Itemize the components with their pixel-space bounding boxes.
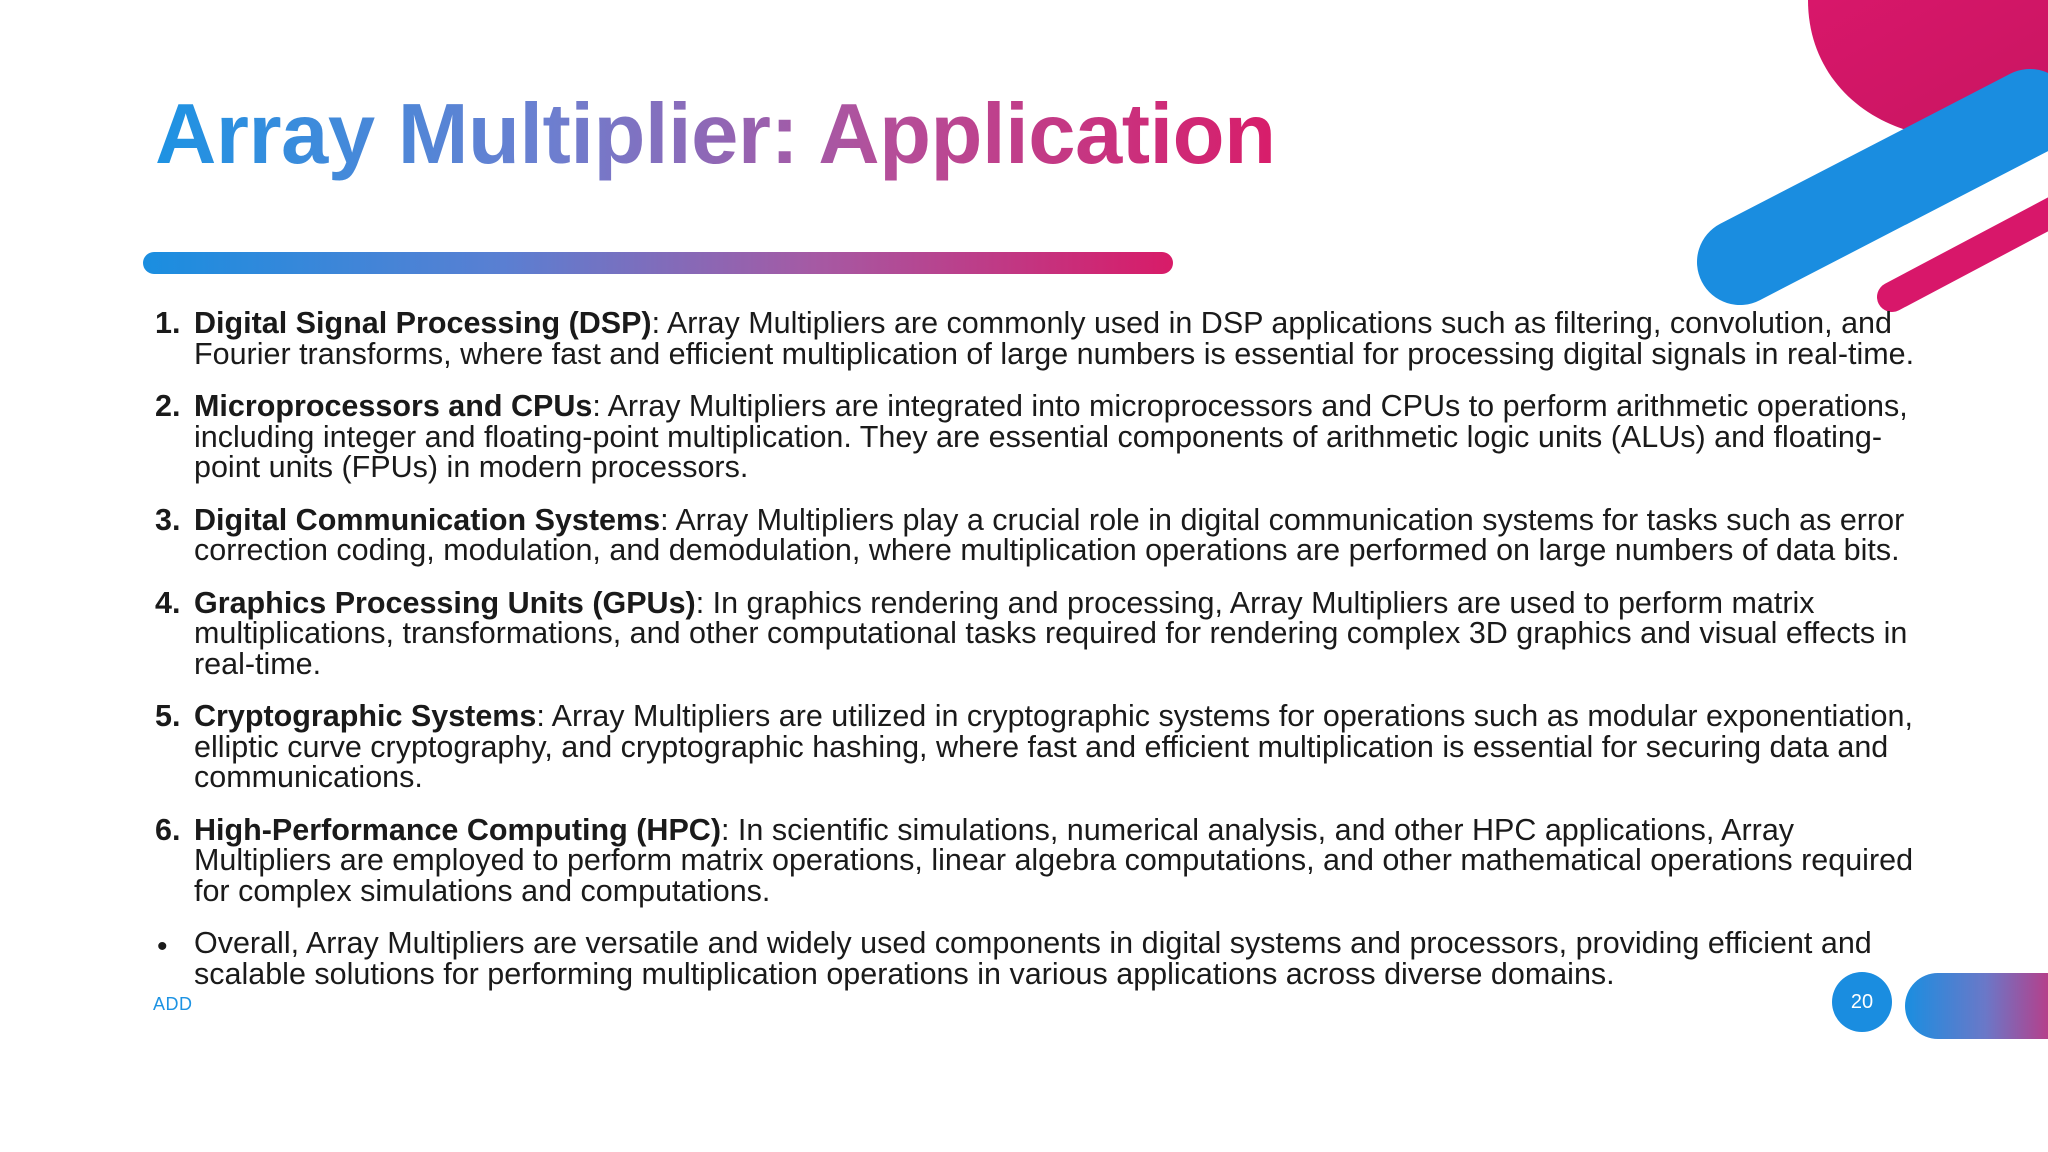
page-title: Array Multiplier: Application xyxy=(155,87,1276,182)
closing-bullet-holder xyxy=(155,928,194,989)
closing-text: Overall, Array Multipliers are versatile and widely used components in digital systems and processors, providing efficient and scalable solutions for performing multiplication operations in various applications across diverse domains. xyxy=(194,926,1872,991)
list-item xyxy=(155,585,1915,681)
item-term: Digital Signal Processing (DSP) xyxy=(194,306,652,340)
list-item xyxy=(155,812,1915,908)
item-description: : Array Multipliers are commonly used in DSP applications such as filtering, convolution, and Fourier transforms, where fast and efficient multiplication of large numbers is essential for processing digital signals in real-time. xyxy=(194,306,1915,371)
item-text xyxy=(194,701,1915,793)
add-logo-mark: ADD xyxy=(153,994,193,1014)
list-item xyxy=(155,308,1915,369)
list-item xyxy=(155,701,1915,793)
item-number: 3. xyxy=(155,502,181,537)
item-description: : Array Multipliers are utilized in cryptographic systems for operations such as modular exponentiation, elliptic curve cryptography, and cryptographic hashing, where fast and efficient multiplication is essential for securing data and communications. xyxy=(194,699,1913,794)
item-number: 5. xyxy=(155,699,181,733)
item-description: : In scientific simulations, numerical analysis, and other HPC applications, Array Multipliers are employed to perform matrix operations, linear algebra computations, and other mathematical operations required for complex simulations and computations. xyxy=(194,812,1914,908)
item-text xyxy=(194,585,1915,681)
item-number: 2. xyxy=(155,389,181,423)
application-list xyxy=(155,308,1915,989)
item-description: : In graphics rendering and processing, Array Multipliers are used to perform matrix multiplications, transformations, and other computational tasks required for rendering complex 3D graphics and visual effects in real-time. xyxy=(194,585,1908,681)
item-text xyxy=(194,308,1915,369)
item-term: Digital Communication Systems xyxy=(194,502,661,537)
item-term: Graphics Processing Units (GPUs) xyxy=(194,585,696,620)
item-term: High-Performance Computing (HPC) xyxy=(194,812,721,847)
title-underline-bar xyxy=(143,252,1173,274)
item-text xyxy=(194,812,1915,908)
item-text xyxy=(194,502,1915,567)
list-item xyxy=(155,391,1915,483)
list-item xyxy=(155,502,1915,567)
item-text xyxy=(194,391,1915,483)
item-term: Microprocessors and CPUs xyxy=(194,389,593,423)
page-number-badge: 20 xyxy=(1832,972,1892,1032)
closing-paragraph xyxy=(155,928,1915,989)
magenta-stripe-shape xyxy=(1892,208,2048,297)
bullet-icon: • xyxy=(157,930,168,963)
item-description: : Array Multipliers play a crucial role in digital communication systems for tasks such as error correction coding, modulation, and demodulation, where multiplication operations are performed on large numbers of data bits. xyxy=(194,502,1905,567)
item-number: 1. xyxy=(155,306,181,340)
item-term: Cryptographic Systems xyxy=(194,699,537,733)
item-description: : Array Multipliers are integrated into microprocessors and CPUs to perform arithmetic operations, including integer and floating-point multiplication. They are essential components of arithmetic logic units (ALUs) and floating-point units (FPUs) in modern processors. xyxy=(194,389,1908,484)
page-tab-decoration xyxy=(1905,973,2048,1039)
item-number: 4. xyxy=(155,585,181,620)
item-number: 6. xyxy=(155,812,181,847)
